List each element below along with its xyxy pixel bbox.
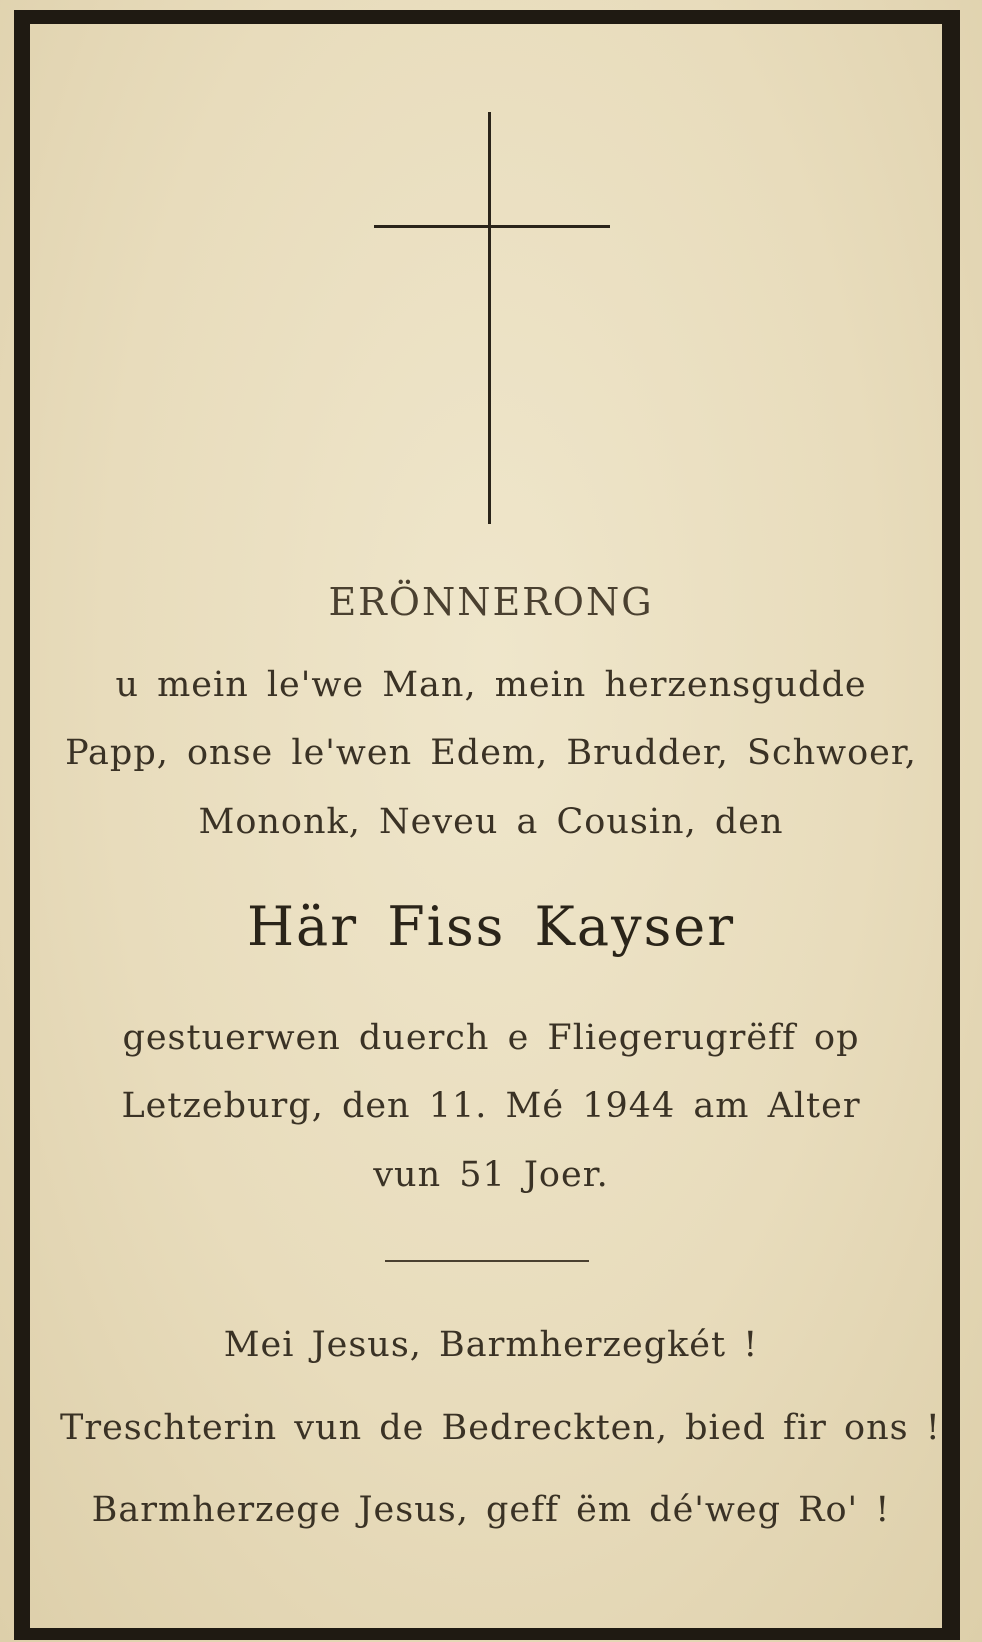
intro-line-1: u mein le'we Man, mein herzensgudde bbox=[115, 665, 867, 705]
deceased-name: Här Fiss Kayser bbox=[246, 895, 736, 958]
cross-icon-horizontal-bar bbox=[374, 225, 610, 228]
prayer-line-3: Barmherzege Jesus, geff ëm dé'weg Ro' ! bbox=[91, 1490, 891, 1530]
death-line-2: Letzeburg, den 11. Mé 1944 am Alter bbox=[121, 1086, 861, 1126]
prayer-line-1: Mei Jesus, Barmherzegkét ! bbox=[223, 1325, 759, 1365]
divider-rule bbox=[385, 1260, 589, 1262]
prayer-line-2: Treschterin vun de Bedreckten, bied fir ons ! bbox=[60, 1408, 941, 1448]
cross-icon-vertical-bar bbox=[488, 112, 491, 524]
card-heading: ERÖNNERONG bbox=[328, 580, 654, 624]
death-line-3: vun 51 Joer. bbox=[373, 1155, 609, 1195]
intro-line-2: Papp, onse le'wen Edem, Brudder, Schwoer, bbox=[65, 733, 917, 773]
death-line-1: gestuerwen duerch e Fliegerugrëff op bbox=[122, 1018, 860, 1058]
intro-line-3: Mononk, Neveu a Cousin, den bbox=[198, 802, 784, 842]
